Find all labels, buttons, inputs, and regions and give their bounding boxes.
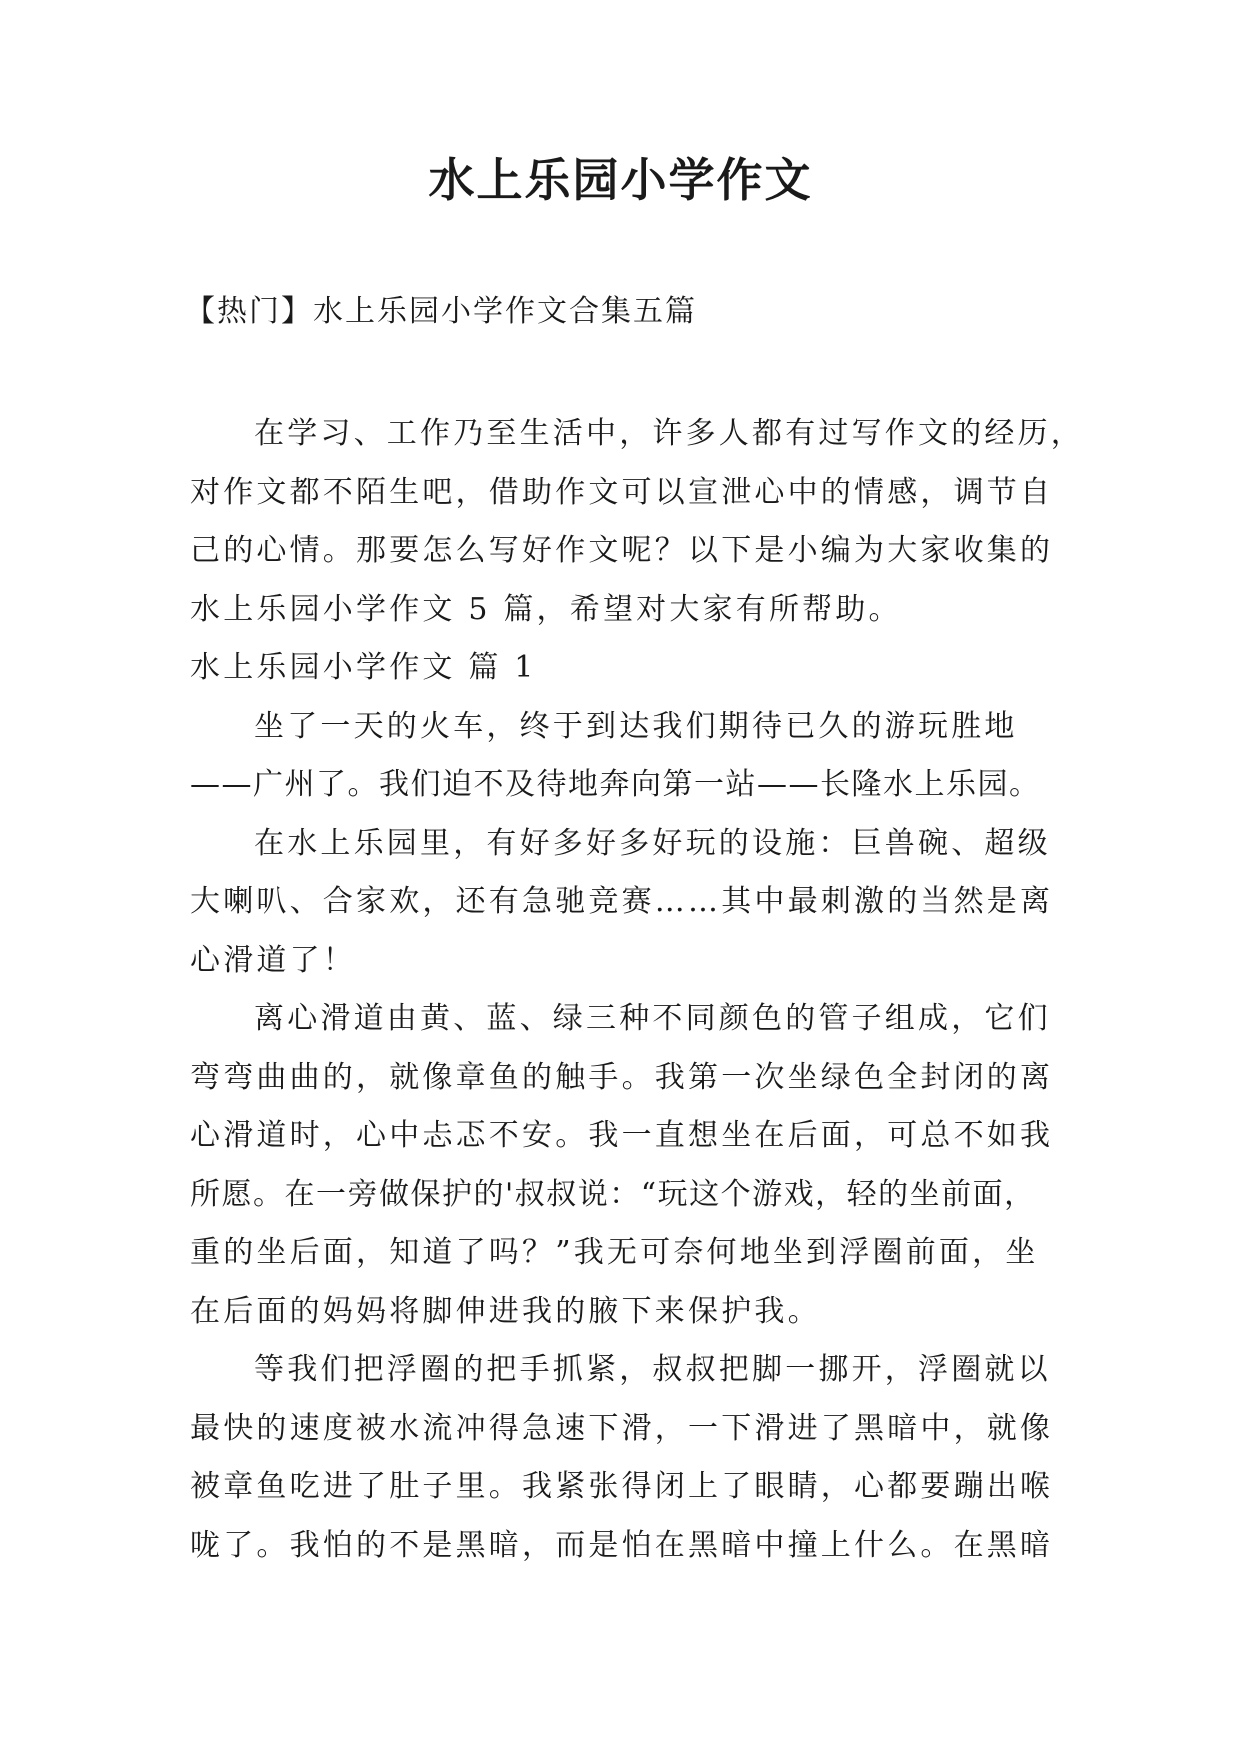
document-body: [190, 405, 1084, 1575]
text-line: 水上乐园小学作文 篇 1: [190, 650, 537, 685]
text-line: 最快的速度被水流冲得急速下滑，一下滑进了黑暗中，就像: [190, 1410, 1054, 1446]
text-line: 坐了一天的火车，终于到达我们期待已久的游玩胜地: [254, 708, 1018, 744]
document-title: 水上乐园小学作文: [428, 153, 813, 207]
text-line: 心滑道了！: [190, 942, 356, 978]
text-line: 在后面的妈妈将脚伸进我的腋下来保护我。: [190, 1293, 821, 1329]
text-line: 己的心情。那要怎么写好作文呢？以下是小编为大家收集的: [190, 533, 1054, 568]
text-line: 大喇叭、合家欢，还有急驰竞赛……其中最刺激的当然是离: [190, 884, 1054, 919]
text-line: 重的坐后面，知道了吗？”我无可奈何地坐到浮圈前面，坐: [190, 1235, 1039, 1270]
text-line: ——广州了。我们迫不及待地奔向第一站——长隆水上乐园。: [190, 767, 1041, 802]
text-line: 离心滑道由黄、蓝、绿三种不同颜色的管子组成，它们: [254, 1001, 1051, 1036]
text-line: 所愿。在一旁做保护的'叔叔说：“玩这个游戏，轻的坐前面，: [190, 1176, 1036, 1212]
text-line: 在学习、工作乃至生活中，许多人都有过写作文的经历，: [254, 416, 1084, 451]
text-line: 心滑道时，心中忐忑不安。我一直想坐在后面，可总不如我: [190, 1118, 1054, 1153]
text-line: 对作文都不陌生吧，借助作文可以宣泄心中的情感，调节自: [190, 474, 1054, 510]
text-line: 被章鱼吃进了肚子里。我紧张得闭上了眼睛，心都要蹦出喉: [190, 1469, 1054, 1504]
text-line: 咙了。我怕的不是黑暗，而是怕在黑暗中撞上什么。在黑暗: [190, 1527, 1054, 1563]
text-line: 弯弯曲曲的，就像章鱼的触手。我第一次坐绿色全封闭的离: [190, 1059, 1054, 1095]
text-line: 水上乐园小学作文 5 篇，希望对大家有所帮助。: [190, 591, 902, 627]
document-subtitle: 【热门】水上乐园小学作文合集五篇: [185, 294, 697, 329]
text-line: 在水上乐园里，有好多好多好玩的设施：巨兽碗、超级: [254, 825, 1051, 861]
text-line: 等我们把浮圈的把手抓紧，叔叔把脚一挪开，浮圈就以: [254, 1352, 1051, 1387]
